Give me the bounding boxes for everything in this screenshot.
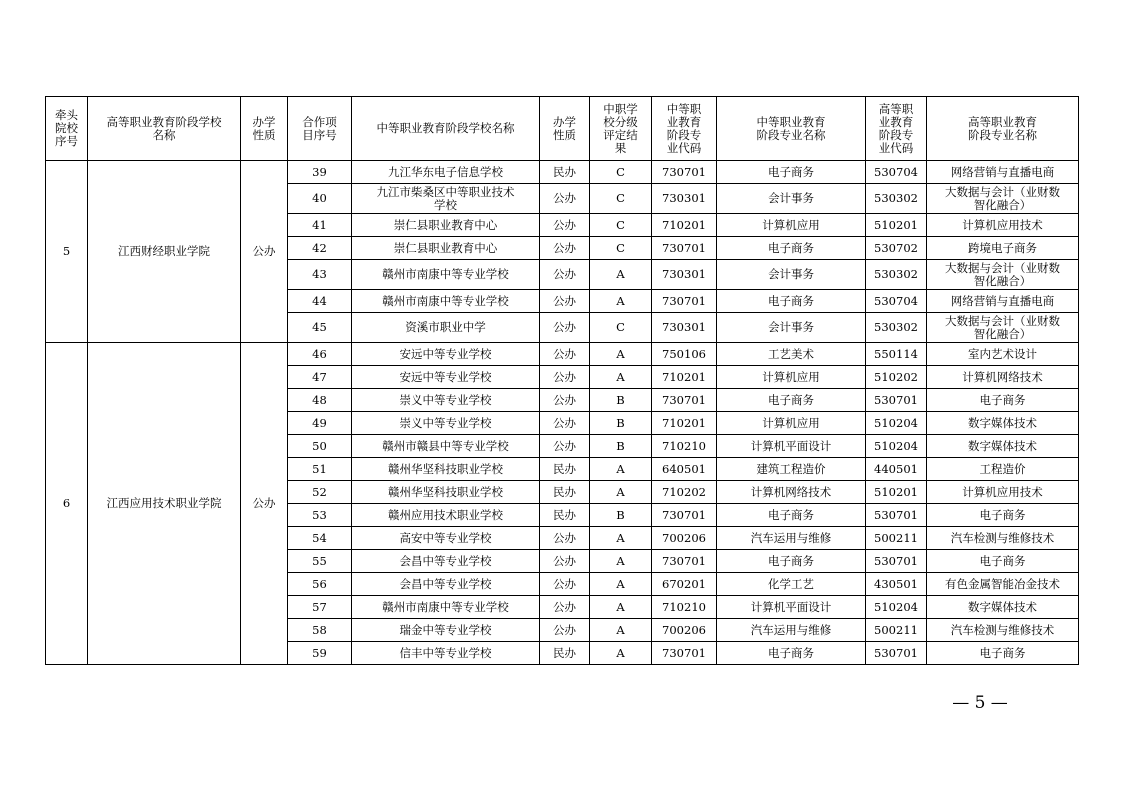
secondary-major-code: 700206 xyxy=(652,619,717,642)
higher-major-name: 电子商务 xyxy=(927,550,1079,573)
secondary-school-name: 安远中等专业学校 xyxy=(352,343,540,366)
secondary-major-name: 计算机网络技术 xyxy=(717,481,866,504)
project-no: 46 xyxy=(288,343,352,366)
header-college-name: 高等职业教育阶段学校 名称 xyxy=(88,97,241,161)
college-nature: 公办 xyxy=(241,161,288,343)
header-higher-code: 高等职 业教育 阶段专 业代码 xyxy=(866,97,927,161)
secondary-major-name: 电子商务 xyxy=(717,389,866,412)
secondary-major-code: 730301 xyxy=(652,260,717,290)
grade: A xyxy=(590,642,652,665)
secondary-major-code: 640501 xyxy=(652,458,717,481)
secondary-major-name: 电子商务 xyxy=(717,550,866,573)
school-nature: 公办 xyxy=(540,435,590,458)
header-secondary-school: 中等职业教育阶段学校名称 xyxy=(352,97,540,161)
school-nature: 公办 xyxy=(540,290,590,313)
secondary-major-code: 730301 xyxy=(652,184,717,214)
secondary-major-name: 计算机平面设计 xyxy=(717,596,866,619)
project-no: 44 xyxy=(288,290,352,313)
secondary-major-code: 730301 xyxy=(652,313,717,343)
grade: A xyxy=(590,343,652,366)
higher-major-code: 530302 xyxy=(866,260,927,290)
higher-major-code: 530704 xyxy=(866,290,927,313)
project-no: 52 xyxy=(288,481,352,504)
header-row xyxy=(46,97,1079,161)
table-row xyxy=(46,161,1079,184)
higher-major-name: 计算机应用技术 xyxy=(927,481,1079,504)
secondary-school-name: 九江市柴桑区中等职业技术 学校 xyxy=(352,184,540,214)
higher-major-code: 530302 xyxy=(866,184,927,214)
secondary-major-code: 730701 xyxy=(652,642,717,665)
project-no: 55 xyxy=(288,550,352,573)
higher-major-code: 510202 xyxy=(866,366,927,389)
higher-major-name: 大数据与会计（业财数 智化融合） xyxy=(927,184,1079,214)
secondary-major-code: 670201 xyxy=(652,573,717,596)
header-secondary-code: 中等职 业教育 阶段专 业代码 xyxy=(652,97,717,161)
school-nature: 公办 xyxy=(540,260,590,290)
project-no: 51 xyxy=(288,458,352,481)
grade: B xyxy=(590,435,652,458)
higher-major-name: 网络营销与直播电商 xyxy=(927,161,1079,184)
grade: A xyxy=(590,573,652,596)
secondary-major-code: 710202 xyxy=(652,481,717,504)
college-name: 江西应用技术职业学院 xyxy=(88,343,241,665)
grade: B xyxy=(590,504,652,527)
higher-major-code: 530701 xyxy=(866,504,927,527)
higher-major-name: 数字媒体技术 xyxy=(927,412,1079,435)
secondary-major-code: 730701 xyxy=(652,290,717,313)
secondary-major-name: 会计事务 xyxy=(717,313,866,343)
project-no: 56 xyxy=(288,573,352,596)
school-nature: 公办 xyxy=(540,184,590,214)
header-lead-no: 牵头 院校 序号 xyxy=(46,97,88,161)
grade: B xyxy=(590,412,652,435)
secondary-school-name: 赣州市南康中等专业学校 xyxy=(352,290,540,313)
higher-major-name: 大数据与会计（业财数 智化融合） xyxy=(927,313,1079,343)
secondary-major-code: 730701 xyxy=(652,237,717,260)
secondary-school-name: 会昌中等专业学校 xyxy=(352,573,540,596)
grade: A xyxy=(590,366,652,389)
header-project-no: 合作项 目序号 xyxy=(288,97,352,161)
school-nature: 公办 xyxy=(540,412,590,435)
school-nature: 民办 xyxy=(540,161,590,184)
secondary-major-name: 电子商务 xyxy=(717,161,866,184)
secondary-school-name: 信丰中等专业学校 xyxy=(352,642,540,665)
school-nature: 民办 xyxy=(540,481,590,504)
secondary-school-name: 赣州市南康中等专业学校 xyxy=(352,596,540,619)
table-row xyxy=(46,343,1079,366)
secondary-school-name: 崇仁县职业教育中心 xyxy=(352,214,540,237)
secondary-major-name: 汽车运用与维修 xyxy=(717,527,866,550)
secondary-major-name: 汽车运用与维修 xyxy=(717,619,866,642)
header-higher-major: 高等职业教育 阶段专业名称 xyxy=(927,97,1079,161)
school-nature: 公办 xyxy=(540,573,590,596)
higher-major-code: 530302 xyxy=(866,313,927,343)
secondary-major-name: 电子商务 xyxy=(717,504,866,527)
higher-major-name: 计算机应用技术 xyxy=(927,214,1079,237)
higher-major-name: 数字媒体技术 xyxy=(927,596,1079,619)
school-nature: 公办 xyxy=(540,550,590,573)
grade: A xyxy=(590,596,652,619)
higher-major-code: 550114 xyxy=(866,343,927,366)
secondary-major-code: 730701 xyxy=(652,389,717,412)
grade: C xyxy=(590,214,652,237)
header-college-nature: 办学 性质 xyxy=(241,97,288,161)
school-nature: 公办 xyxy=(540,237,590,260)
secondary-major-code: 700206 xyxy=(652,527,717,550)
secondary-school-name: 赣州市赣县中等专业学校 xyxy=(352,435,540,458)
project-no: 58 xyxy=(288,619,352,642)
secondary-major-code: 710210 xyxy=(652,596,717,619)
project-no: 59 xyxy=(288,642,352,665)
higher-major-name: 工程造价 xyxy=(927,458,1079,481)
higher-major-code: 510204 xyxy=(866,596,927,619)
grade: A xyxy=(590,458,652,481)
higher-major-name: 电子商务 xyxy=(927,642,1079,665)
higher-major-name: 室内艺术设计 xyxy=(927,343,1079,366)
lead-college-no: 5 xyxy=(46,161,88,343)
grade: C xyxy=(590,313,652,343)
secondary-major-code: 710201 xyxy=(652,214,717,237)
higher-major-name: 汽车检测与维修技术 xyxy=(927,527,1079,550)
higher-major-name: 数字媒体技术 xyxy=(927,435,1079,458)
higher-major-name: 大数据与会计（业财数 智化融合） xyxy=(927,260,1079,290)
secondary-major-name: 工艺美术 xyxy=(717,343,866,366)
grade: A xyxy=(590,481,652,504)
higher-major-code: 500211 xyxy=(866,527,927,550)
secondary-major-code: 710201 xyxy=(652,366,717,389)
higher-major-name: 跨境电子商务 xyxy=(927,237,1079,260)
secondary-school-name: 安远中等专业学校 xyxy=(352,366,540,389)
secondary-school-name: 崇义中等专业学校 xyxy=(352,412,540,435)
higher-major-name: 有色金属智能冶金技术 xyxy=(927,573,1079,596)
project-no: 57 xyxy=(288,596,352,619)
header-grade: 中职学 校分级 评定结 果 xyxy=(590,97,652,161)
secondary-major-code: 730701 xyxy=(652,161,717,184)
header-secondary-major: 中等职业教育 阶段专业名称 xyxy=(717,97,866,161)
grade: B xyxy=(590,389,652,412)
cooperation-table xyxy=(45,96,1079,665)
project-no: 45 xyxy=(288,313,352,343)
secondary-school-name: 瑞金中等专业学校 xyxy=(352,619,540,642)
secondary-school-name: 资溪市职业中学 xyxy=(352,313,540,343)
school-nature: 公办 xyxy=(540,389,590,412)
secondary-school-name: 高安中等专业学校 xyxy=(352,527,540,550)
higher-major-name: 网络营销与直播电商 xyxy=(927,290,1079,313)
page-number: — 5 — xyxy=(952,693,1008,713)
college-name: 江西财经职业学院 xyxy=(88,161,241,343)
secondary-major-name: 电子商务 xyxy=(717,237,866,260)
higher-major-code: 510201 xyxy=(866,214,927,237)
higher-major-code: 500211 xyxy=(866,619,927,642)
grade: C xyxy=(590,237,652,260)
header-school-nature: 办学 性质 xyxy=(540,97,590,161)
secondary-school-name: 崇仁县职业教育中心 xyxy=(352,237,540,260)
project-no: 43 xyxy=(288,260,352,290)
grade: A xyxy=(590,619,652,642)
secondary-school-name: 赣州华坚科技职业学校 xyxy=(352,481,540,504)
project-no: 47 xyxy=(288,366,352,389)
school-nature: 公办 xyxy=(540,527,590,550)
school-nature: 民办 xyxy=(540,458,590,481)
secondary-major-code: 750106 xyxy=(652,343,717,366)
grade: A xyxy=(590,260,652,290)
project-no: 39 xyxy=(288,161,352,184)
secondary-major-name: 会计事务 xyxy=(717,260,866,290)
higher-major-code: 510201 xyxy=(866,481,927,504)
grade: A xyxy=(590,550,652,573)
grade: A xyxy=(590,527,652,550)
grade: C xyxy=(590,161,652,184)
higher-major-code: 440501 xyxy=(866,458,927,481)
secondary-major-code: 730701 xyxy=(652,550,717,573)
lead-college-no: 6 xyxy=(46,343,88,665)
secondary-major-name: 计算机应用 xyxy=(717,366,866,389)
secondary-school-name: 九江华东电子信息学校 xyxy=(352,161,540,184)
higher-major-code: 530701 xyxy=(866,550,927,573)
higher-major-code: 530702 xyxy=(866,237,927,260)
secondary-major-name: 计算机平面设计 xyxy=(717,435,866,458)
school-nature: 公办 xyxy=(540,214,590,237)
secondary-school-name: 赣州市南康中等专业学校 xyxy=(352,260,540,290)
secondary-major-name: 电子商务 xyxy=(717,642,866,665)
secondary-major-code: 710201 xyxy=(652,412,717,435)
higher-major-code: 430501 xyxy=(866,573,927,596)
higher-major-code: 530704 xyxy=(866,161,927,184)
higher-major-code: 530701 xyxy=(866,642,927,665)
college-nature: 公办 xyxy=(241,343,288,665)
higher-major-name: 电子商务 xyxy=(927,504,1079,527)
project-no: 40 xyxy=(288,184,352,214)
secondary-school-name: 赣州应用技术职业学校 xyxy=(352,504,540,527)
secondary-major-name: 建筑工程造价 xyxy=(717,458,866,481)
secondary-major-name: 电子商务 xyxy=(717,290,866,313)
project-no: 53 xyxy=(288,504,352,527)
secondary-school-name: 赣州华坚科技职业学校 xyxy=(352,458,540,481)
grade: C xyxy=(590,184,652,214)
project-no: 42 xyxy=(288,237,352,260)
project-no: 41 xyxy=(288,214,352,237)
school-nature: 公办 xyxy=(540,596,590,619)
school-nature: 公办 xyxy=(540,366,590,389)
project-no: 48 xyxy=(288,389,352,412)
grade: A xyxy=(590,290,652,313)
project-no: 49 xyxy=(288,412,352,435)
higher-major-code: 510204 xyxy=(866,412,927,435)
school-nature: 公办 xyxy=(540,619,590,642)
higher-major-name: 电子商务 xyxy=(927,389,1079,412)
higher-major-name: 汽车检测与维修技术 xyxy=(927,619,1079,642)
higher-major-code: 510204 xyxy=(866,435,927,458)
school-nature: 公办 xyxy=(540,313,590,343)
secondary-major-code: 730701 xyxy=(652,504,717,527)
secondary-school-name: 崇义中等专业学校 xyxy=(352,389,540,412)
school-nature: 公办 xyxy=(540,343,590,366)
school-nature: 民办 xyxy=(540,504,590,527)
higher-major-code: 530701 xyxy=(866,389,927,412)
secondary-major-name: 计算机应用 xyxy=(717,412,866,435)
secondary-major-name: 会计事务 xyxy=(717,184,866,214)
secondary-major-code: 710210 xyxy=(652,435,717,458)
project-no: 54 xyxy=(288,527,352,550)
secondary-school-name: 会昌中等专业学校 xyxy=(352,550,540,573)
secondary-major-name: 化学工艺 xyxy=(717,573,866,596)
secondary-major-name: 计算机应用 xyxy=(717,214,866,237)
higher-major-name: 计算机网络技术 xyxy=(927,366,1079,389)
project-no: 50 xyxy=(288,435,352,458)
school-nature: 民办 xyxy=(540,642,590,665)
